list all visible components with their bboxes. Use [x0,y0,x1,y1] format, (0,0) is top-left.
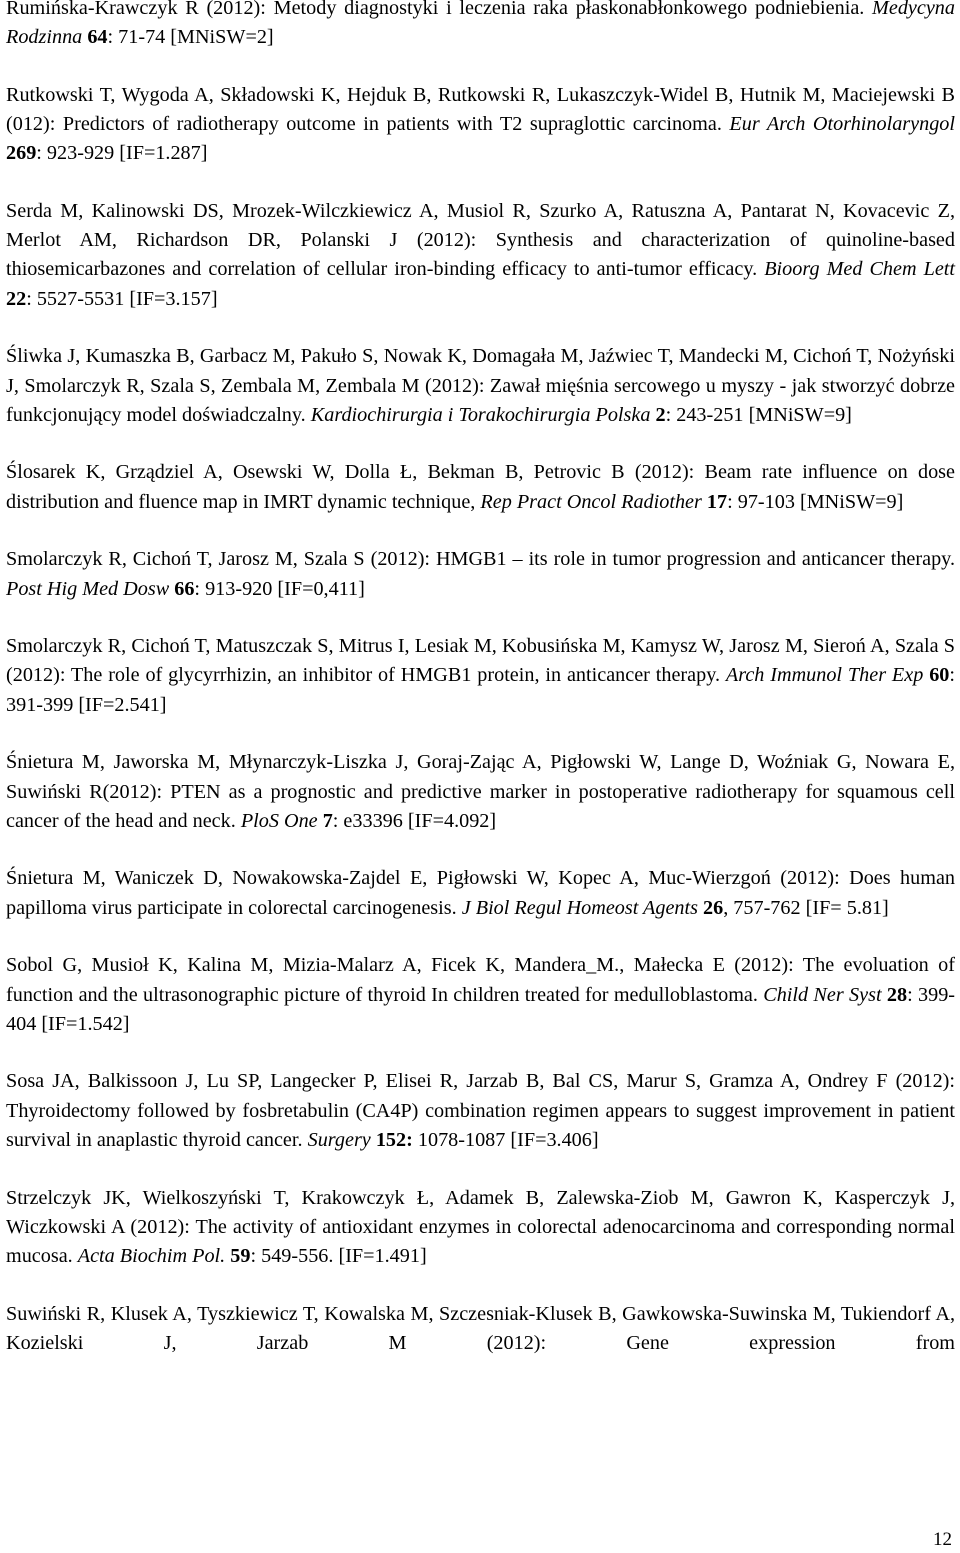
reference-entry [6,81,955,169]
reference-volume: 26 [703,896,724,919]
reference-entry [6,1300,955,1358]
reference-entry [6,951,955,1039]
reference-journal: J Biol Regul Homeost Agents [461,896,698,919]
reference-pages: : 923-929 [IF=1.287] [36,142,208,165]
reference-journal: Rep Pract Oncol Radiother [480,490,702,513]
reference-pages: : 97-103 [MNiSW=9] [727,490,904,513]
reference-authors: Śnietura M, Waniczek D, Nowakowska-Zajdel E, Pigłowski W, Kopec A, Muc-Wierzgoń (2012): Does human papilloma virus participate in colorectal carcinogenesis. [6,867,955,919]
reference-entry [6,864,955,922]
reference-authors: Rutkowski T, Wygoda A, Składowski K, Hejduk B, Rutkowski R, Lukaszczyk-Widel B, Hutnik M, Maciejewski B (012): Predictors of radiotherapy outcome in patients with T2 supraglottic carcinoma. [6,83,955,136]
reference-entry [6,197,955,314]
reference-volume: 269 [6,142,37,165]
reference-pages: , 757-762 [IF= 5.81] [723,896,889,919]
document-page [6,0,955,1358]
reference-authors: Rumińska-Krawczyk R (2012): Metody diagnostyki i leczenia raka płaskonabłonkowego podniebienia. [6,0,873,19]
reference-authors: Śnietura M, Jaworska M, Młynarczyk-Liszka J, Goraj-Zając A, Pigłowski W, Lange D, Woźniak G, Nowara E, Suwiński R(2012): PTEN as a prognostic and predictive marker in postoperative radiotherapy for squamous cell cancer of the head and neck. [6,751,955,832]
reference-authors: Suwiński R, Klusek A, Tyszkiewicz T, Kowalska M, Szczesniak-Klusek B, Gawkowska-Suwinska M, Tukiendorf A, Kozielski J, Jarzab M (2012): Gene expression from [6,1302,955,1354]
reference-journal: Surgery [307,1128,371,1151]
reference-pages: : 549-556. [IF=1.491] [250,1245,427,1267]
reference-entry [6,458,955,516]
reference-volume: 2 [655,403,666,426]
reference-pages: : 5527-5531 [IF=3.157] [26,287,218,310]
reference-pages: 1078-1087 [IF=3.406] [412,1128,599,1151]
reference-pages: : 399-404 [IF=1.542] [6,983,956,1035]
reference-entry [6,0,955,52]
reference-volume: 66 [174,577,195,600]
reference-journal: Post Hig Med Dosw [6,577,170,600]
reference-volume: 60 [929,664,950,687]
reference-volume: 152: [370,1128,413,1151]
reference-journal: Eur Arch Otorhinolaryngol [729,113,955,136]
reference-authors: Serda M, Kalinowski DS, Mrozek-Wilczkiewicz A, Musiol R, Szurko A, Ratuszna A, Pantarat N, Kovacevic Z, Merlot AM, Richardson DR, Polanski J (2012): Synthesis and characterization of quinoline-based thiosemicarbazones and correlation of cellular iron-binding efficacy to anti-tumor efficacy. [6,200,955,281]
reference-pages: : 243-251 [MNiSW=9] [665,403,852,426]
reference-journal: Bioorg Med Chem Lett [764,258,955,281]
reference-entry [6,342,955,430]
reference-entry [6,545,955,603]
reference-journal: Acta Biochim Pol. [77,1245,226,1267]
reference-entry [6,632,955,720]
reference-authors: Śliwka J, Kumaszka B, Garbacz M, Pakuło S, Nowak K, Domagała M, Jaźwiec T, Mandecki M, Cichoń T, Nożyński J, Smolarczyk R, Szala S, Zembala M, Zembala M (2012): Zawał mięśnia sercowego u myszy - jak stworzyć dobrze funkcjonujący model doświadczalny. [6,345,955,426]
reference-authors: Sobol G, Musioł K, Kalina M, Mizia-Malarz A, Ficek K, Mandera_M., Małecka E (2012): The evoluation of function and the ultrasonographic picture of thyroid In children treated for medulloblastoma. [6,954,955,1006]
reference-journal: Medycyna Rodzinna [6,0,955,49]
reference-journal: Arch Immunol Ther Exp [725,664,924,687]
reference-volume: 7 [322,809,333,832]
reference-authors: Ślosarek K, Grządziel A, Osewski W, Dolla Ł, Bekman B, Petrovic B (2012): Beam rate influence on dose distribution and fluence map in IMRT dynamic technique, [6,461,955,513]
page-number: 12 [933,1529,952,1550]
reference-entry [6,748,955,836]
reference-volume: 28 [881,983,908,1006]
reference-authors: Smolarczyk R, Cichoń T, Matuszczak S, Mitrus I, Lesiak M, Kobusińska M, Kamysz W, Jarosz M, Sieroń A, Szala S (2012): The role of glycyrrhizin, an inhibitor of HMGB1 protein, in anticancer therapy. [6,635,955,687]
reference-authors: Smolarczyk R, Cichoń T, Jarosz M, Szala S (2012): HMGB1 – its role in tumor progression and anticancer therapy. [6,548,955,571]
reference-pages: : 71-74 [MNiSW=2] [107,26,274,49]
reference-volume: 59 [225,1245,251,1267]
reference-entry [6,1067,955,1155]
reference-pages: : e33396 [IF=4.092] [332,809,497,832]
reference-journal: Child Ner Syst [763,983,882,1006]
reference-volume: 64 [87,26,108,49]
reference-authors: Sosa JA, Balkissoon J, Lu SP, Langecker P, Elisei R, Jarzab B, Bal CS, Marur S, Gramza A, Ondrey F (2012): Thyroidectomy followed by fosbretabulin (CA4P) combination regimen appears to suggest improvement in patient survival in anaplastic thyroid cancer. [6,1070,955,1151]
reference-volume: 22 [6,287,27,310]
reference-journal: Kardiochirurgia i Torakochirurgia Polska [310,403,651,426]
reference-pages: : 391-399 [IF=2.541] [6,664,955,716]
reference-authors: Strzelczyk JK, Wielkoszyński T, Krakowczyk Ł, Adamek B, Zalewska-Ziob M, Gawron K, Kasperczyk J, Wiczkowski A (2012): The activity of antioxidant enzymes in colorectal adenocarcinoma and corresponding normal mucosa. [6,1186,955,1267]
reference-journal: PloS One [240,809,318,832]
reference-volume: 17 [706,490,728,513]
reference-entry [6,1184,955,1272]
reference-pages: : 913-920 [IF=0,411] [194,577,365,600]
